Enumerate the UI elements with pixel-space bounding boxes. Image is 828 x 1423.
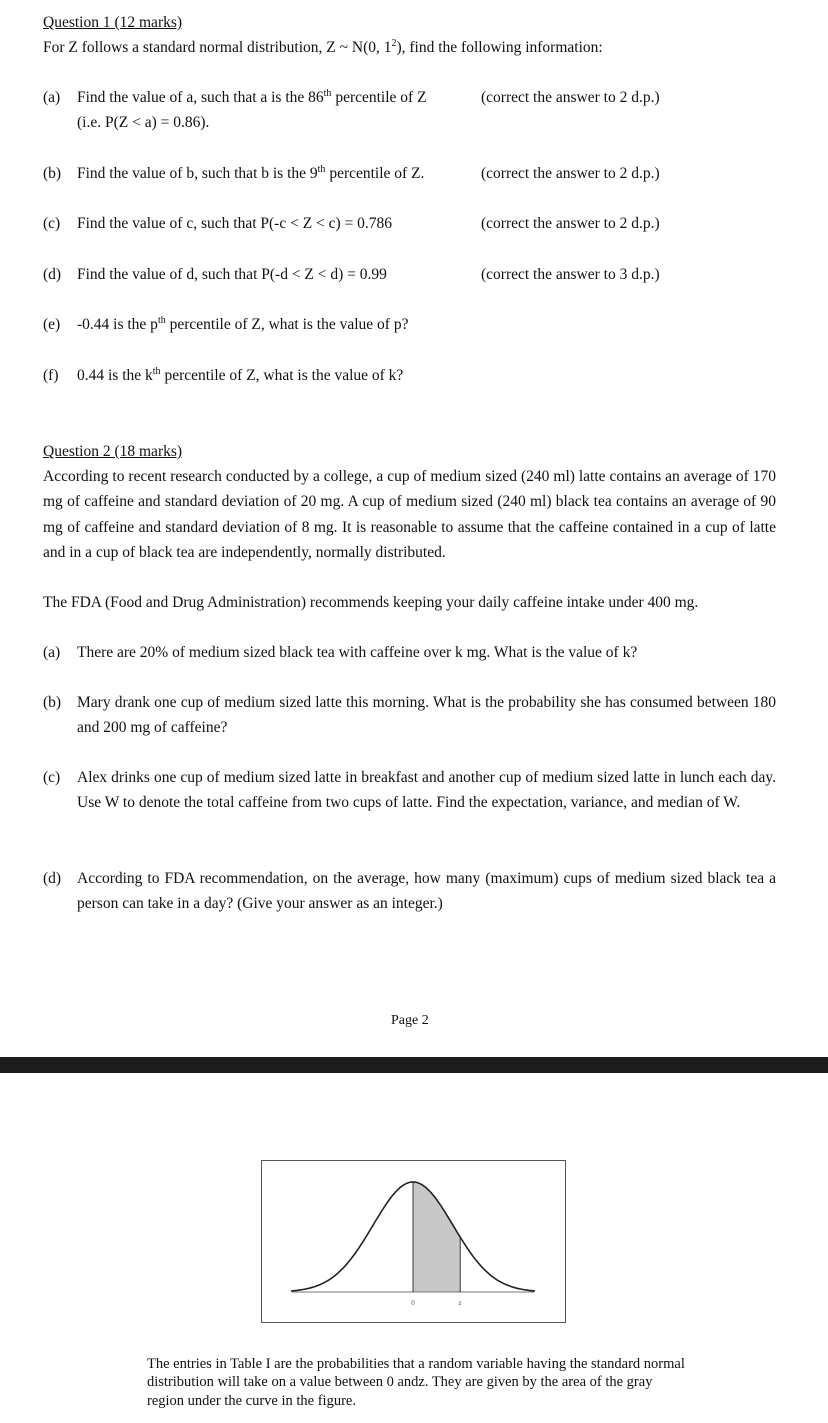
- part-label: (b): [43, 694, 62, 711]
- part-text: Mary drank one cup of medium sized latte this morning. What is the probability she has consumed between 180 and 200 mg of caffeine?: [77, 694, 776, 737]
- part-text: Find the value of b, such that b is the 9th percentile of Z.: [77, 163, 425, 182]
- part-text: Find the value of a, such that a is the 86th percentile of Z: [77, 87, 427, 106]
- precision-note: (correct the answer to 2 d.p.): [481, 215, 660, 232]
- figure-caption: The entries in Table I are the probabilities that a random variable having the standard normal distribution will take on a value between 0 andz. They are given by the area of the gray region under the curve in the figure.: [147, 1355, 685, 1409]
- part-text: According to FDA recommendation, on the average, how many (maximum) cups of medium sized black tea a person can take in a day? (Give your answer as an integer.): [77, 870, 776, 913]
- normal-curve-graphic: [262, 1161, 565, 1322]
- part-label: (a): [43, 644, 61, 661]
- part-text: There are 20% of medium sized black tea with caffeine over k mg. What is the value of k?: [77, 644, 638, 661]
- part-label: (c): [43, 215, 61, 232]
- q2-intro: According to recent research conducted by a college, a cup of medium sized (240 ml) latte contains an average of 170 mg of caffeine and standard deviation of 20 mg. A cup of medium sized (240 ml) black tea contains an average of 90 mg of caffeine and standard deviation of 8 mg. It is reasonable to assume that the caffeine contained in a cup of latte and in a cup of black tea are independently, normally distributed.: [43, 468, 776, 561]
- precision-note: (correct the answer to 3 d.p.): [481, 266, 660, 283]
- part-label: (a): [43, 89, 61, 106]
- part-label: (c): [43, 769, 61, 786]
- q1-intro: For Z follows a standard normal distribution, Z ~ N(0, $1^2$), find the following information:: [43, 37, 603, 56]
- page-divider: [0, 1057, 828, 1073]
- part-label: (f): [43, 367, 59, 384]
- q1-title: Question 1 (12 marks): [43, 14, 183, 31]
- axis-label-z: z: [458, 1299, 462, 1307]
- part-label: (d): [43, 266, 62, 283]
- axis-label-zero: 0: [411, 1299, 415, 1307]
- part-text: -0.44 is the $p^{th}$ percentile of Z, what is the value of p?: [77, 314, 409, 333]
- part-text-line2: (i.e. P(Z < a) = 0.86).: [77, 114, 210, 131]
- part-label: (b): [43, 165, 62, 182]
- page-number: Page 2: [391, 1013, 429, 1028]
- q2-title: Question 2 (18 marks): [43, 443, 183, 460]
- part-label: (e): [43, 316, 61, 333]
- precision-note: (correct the answer to 2 d.p.): [481, 89, 660, 106]
- part-text: 0.44 is the $k^{th}$ percentile of Z, what is the value of k?: [77, 365, 404, 384]
- part-label: (d): [43, 870, 62, 887]
- normal-curve-figure: [261, 1160, 566, 1323]
- part-text: Find the value of c, such that P(-c < Z < c) = 0.786: [77, 215, 393, 232]
- q2-fda-note: The FDA (Food and Drug Administration) recommends keeping your daily caffeine intake under 400 mg.: [43, 594, 699, 611]
- part-text: Alex drinks one cup of medium sized latte in breakfast and another cup of medium sized latte in lunch each day. Use W to denote the total caffeine from two cups of latte. Find the expectation, variance, and median of W.: [77, 769, 776, 812]
- part-text: Find the value of d, such that P(-d < Z < d) = 0.99: [77, 266, 387, 283]
- precision-note: (correct the answer to 2 d.p.): [481, 165, 660, 182]
